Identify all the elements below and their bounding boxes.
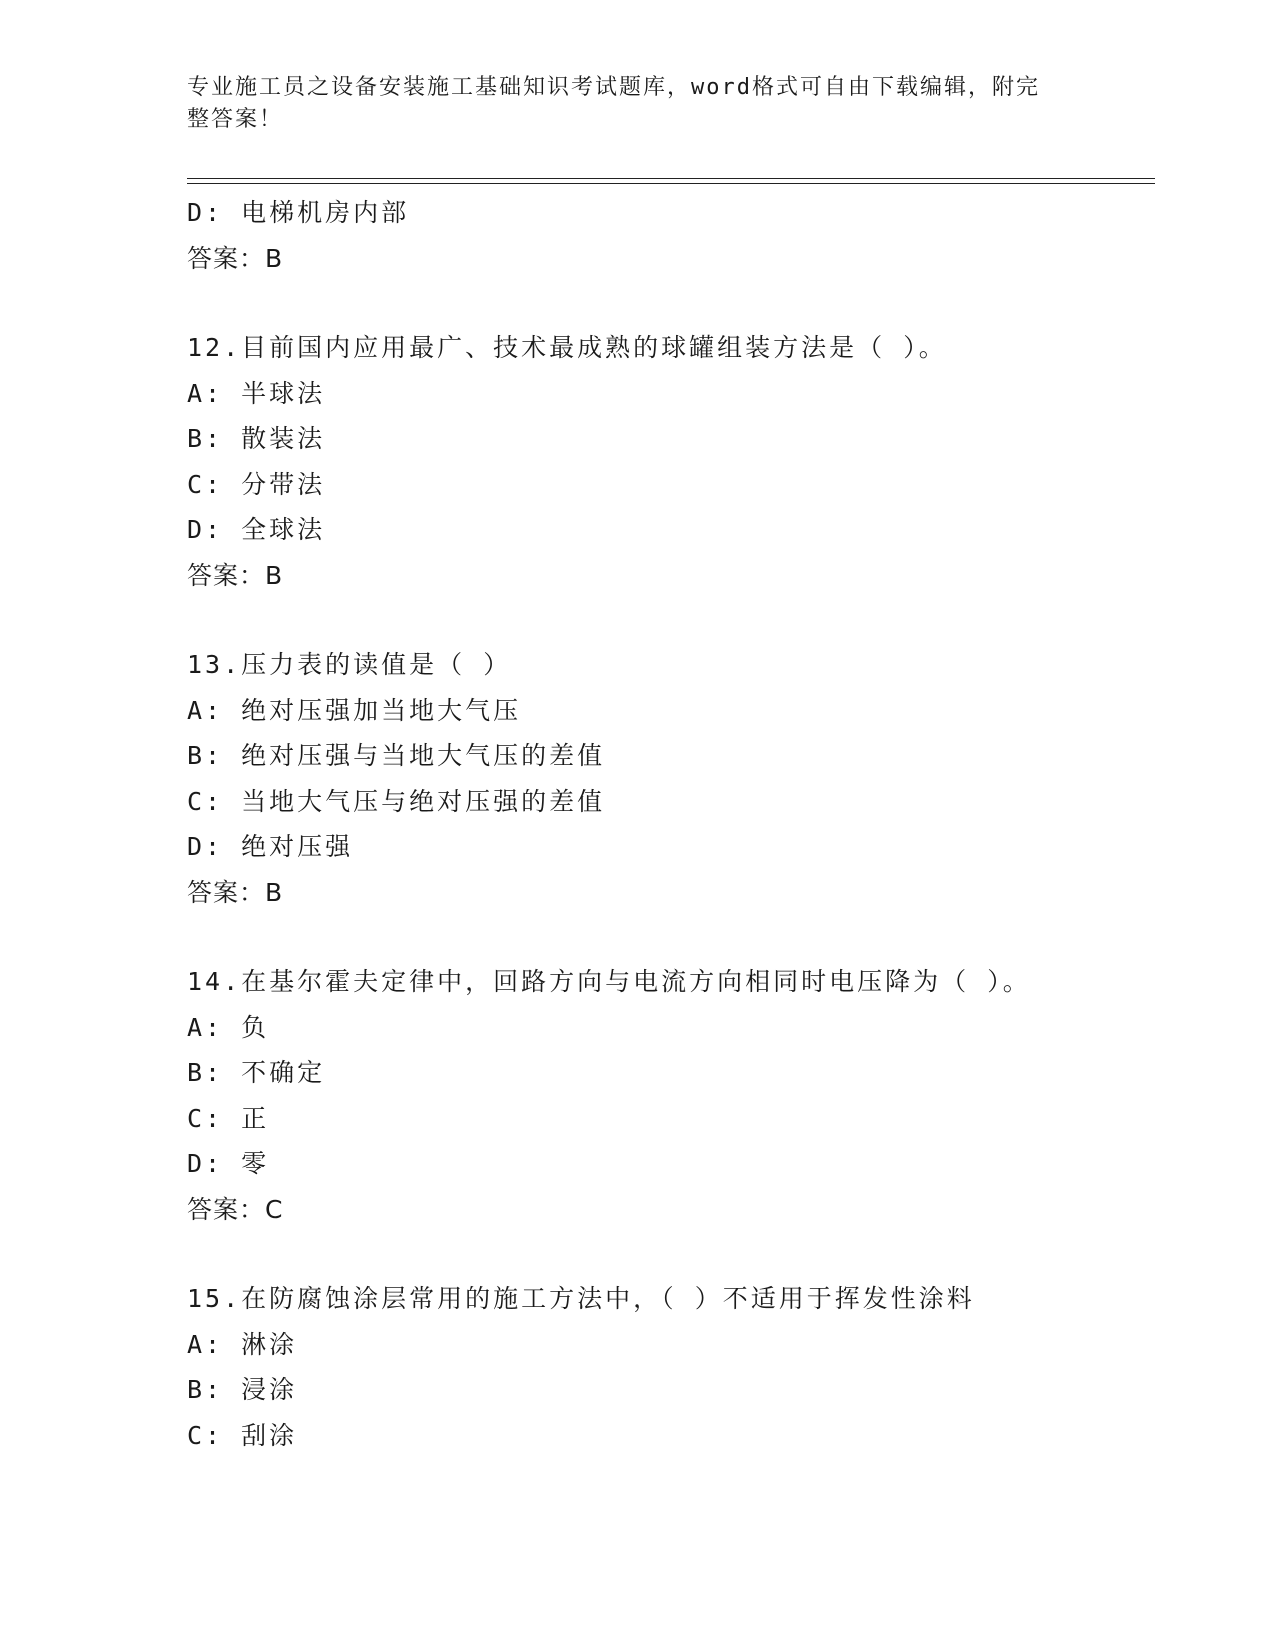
document-header [187,72,1067,136]
question-block-15 [187,1276,1187,1458]
option-b: B: 浸涂 [187,1375,298,1404]
option-c: C: 当地大气压与绝对压强的差值 [187,786,606,816]
question-block-14 [187,959,1187,1232]
answer-line: 答案：C [187,1194,284,1224]
option-a: A: 半球法 [187,378,326,408]
question-block-prev [187,190,1187,281]
option-d: D: 零 [187,1149,270,1178]
question-stem: 14.在基尔霍夫定律中，回路方向与电流方向相同时电压降为（ ）。 [187,967,1031,996]
option-c: C: 正 [187,1103,270,1133]
question-list [187,190,1187,1458]
answer-line: 答案：B [187,877,284,907]
option-d: D: 电梯机房内部 [187,198,410,227]
question-stem: 15.在防腐蚀涂层常用的施工方法中，（ ）不适用于挥发性涂料 [187,1284,975,1313]
header-divider-bottom [187,183,1155,184]
option-c: C: 分带法 [187,469,326,499]
option-d: D: 全球法 [187,515,326,544]
option-d: D: 绝对压强 [187,832,354,861]
header-divider-top [187,178,1155,179]
option-b: B: 散装法 [187,424,326,453]
option-c: C: 刮涂 [187,1420,298,1450]
option-a: A: 淋涂 [187,1329,298,1359]
option-a: A: 负 [187,1012,270,1042]
option-b: B: 不确定 [187,1058,326,1087]
answer-line: 答案：B [187,560,284,590]
answer-line: 答案：B [187,243,284,273]
question-stem: 12.目前国内应用最广、技术最成熟的球罐组装方法是（ ）。 [187,333,947,362]
question-stem: 13.压力表的读值是（ ） [187,650,512,679]
header-line-2: 整答案！ [187,107,284,132]
header-line-1: 专业施工员之设备安装施工基础知识考试题库，word格式可自由下载编辑，附完 [187,75,1040,100]
option-b: B: 绝对压强与当地大气压的差值 [187,741,606,770]
question-block-12 [187,325,1187,598]
option-a: A: 绝对压强加当地大气压 [187,695,522,725]
question-block-13 [187,642,1187,915]
